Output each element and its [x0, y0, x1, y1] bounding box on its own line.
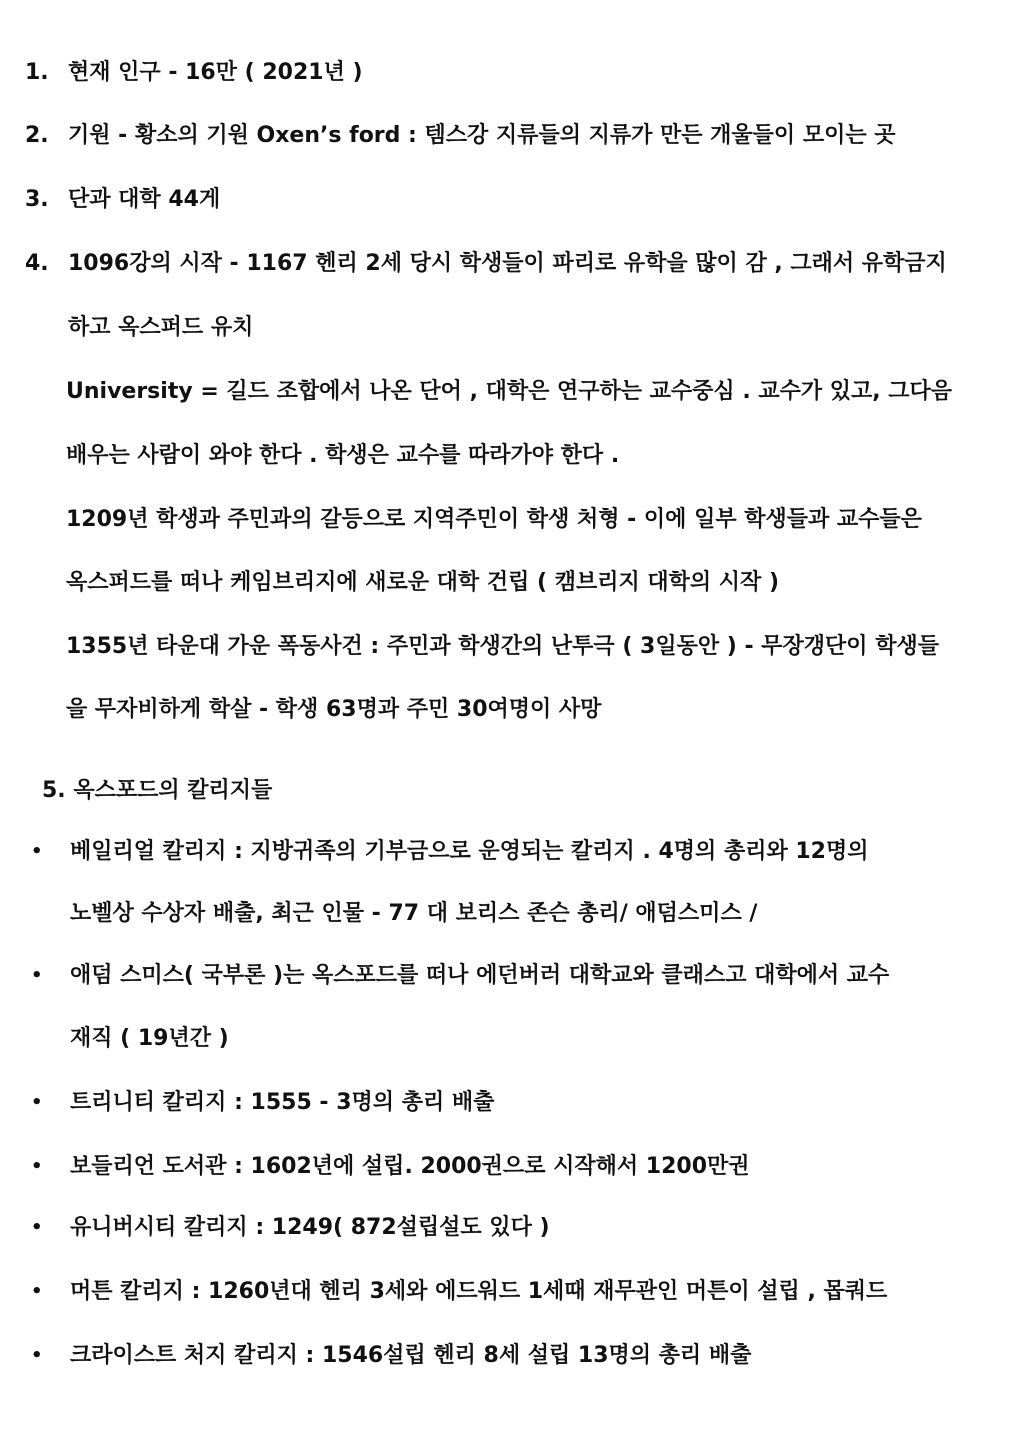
- bullet-continuation: 노벨상 수상자 배출, 최근 인물 - 77 대 보리스 존슨 총리/ 애덤스미스 /: [70, 901, 758, 926]
- bullet-text: 머튼 칼리지 : 1260년대 헨리 3세와 에드워드 1세때 재무관인 머튼이 설립 , 몹쿼드: [70, 1279, 888, 1304]
- item-number: 2.: [25, 123, 49, 148]
- item-number: 4.: [25, 251, 49, 276]
- item-text: 1096강의 시작 - 1167 헨리 2세 당시 학생들이 파리로 유학을 많이 감 , 그래서 유학금지: [68, 251, 947, 276]
- item4-line: University = 길드 조합에서 나온 단어 , 대학은 연구하는 교수중심 . 교수가 있고, 그다음: [66, 379, 953, 404]
- bullet-icon: •: [31, 841, 43, 862]
- bullet-icon: •: [31, 1217, 43, 1238]
- item4-line: 배우는 사람이 와야 한다 . 학생은 교수를 따라가야 한다 .: [66, 443, 620, 468]
- section-5-title: 5. 옥스포드의 칼리지들: [42, 778, 273, 803]
- bullet-text: 애덤 스미스( 국부론 )는 옥스포드를 떠나 에던버러 대학교와 클래스고 대학에서 교수: [70, 963, 890, 988]
- item4-line: 하고 옥스퍼드 유치: [68, 315, 254, 340]
- bullet-text: 베일리얼 칼리지 : 지방귀족의 기부금으로 운영되는 칼리지 . 4명의 총리와 12명의: [70, 839, 869, 864]
- item-number: 1.: [25, 60, 49, 85]
- bullet-icon: •: [31, 1092, 43, 1113]
- item4-line: 옥스퍼드를 떠나 케임브리지에 새로운 대학 건립 ( 캠브리지 대학의 시작 ): [66, 570, 780, 595]
- bullet-text: 크라이스트 처지 칼리지 : 1546설립 헨리 8세 설립 13명의 총리 배출: [70, 1343, 752, 1368]
- item4-line: 1355년 타운대 가운 폭동사건 : 주민과 학생간의 난투극 ( 3일동안 ) - 무장갱단이 학생들: [66, 634, 939, 659]
- item4-line: 을 무자비하게 학살 - 학생 63명과 주민 30여명이 사망: [66, 697, 602, 722]
- bullet-text: 유니버시티 칼리지 : 1249( 872설립설도 있다 ): [70, 1215, 550, 1240]
- bullet-text: 트리니티 칼리지 : 1555 - 3명의 총리 배출: [70, 1090, 495, 1115]
- bullet-text: 보들리언 도서관 : 1602년에 설립. 2000권으로 시작해서 1200만권: [70, 1154, 750, 1179]
- item-text: 현재 인구 - 16만 ( 2021년 ): [68, 60, 363, 85]
- item-text: 기원 - 황소의 기원 Oxen’s ford : 템스강 지류들의 지류가 만든 개울들이 모이는 곳: [68, 123, 896, 148]
- item-text: 단과 대학 44게: [68, 187, 221, 212]
- item4-line: 1209년 학생과 주민과의 갈등으로 지역주민이 학생 처형 - 이에 일부 학생들과 교수들은: [66, 507, 922, 532]
- bullet-icon: •: [31, 1281, 43, 1302]
- bullet-continuation: 재직 ( 19년간 ): [70, 1026, 229, 1051]
- bullet-icon: •: [31, 1156, 43, 1177]
- item-number: 3.: [25, 187, 49, 212]
- bullet-icon: •: [31, 965, 43, 986]
- bullet-icon: •: [31, 1345, 43, 1366]
